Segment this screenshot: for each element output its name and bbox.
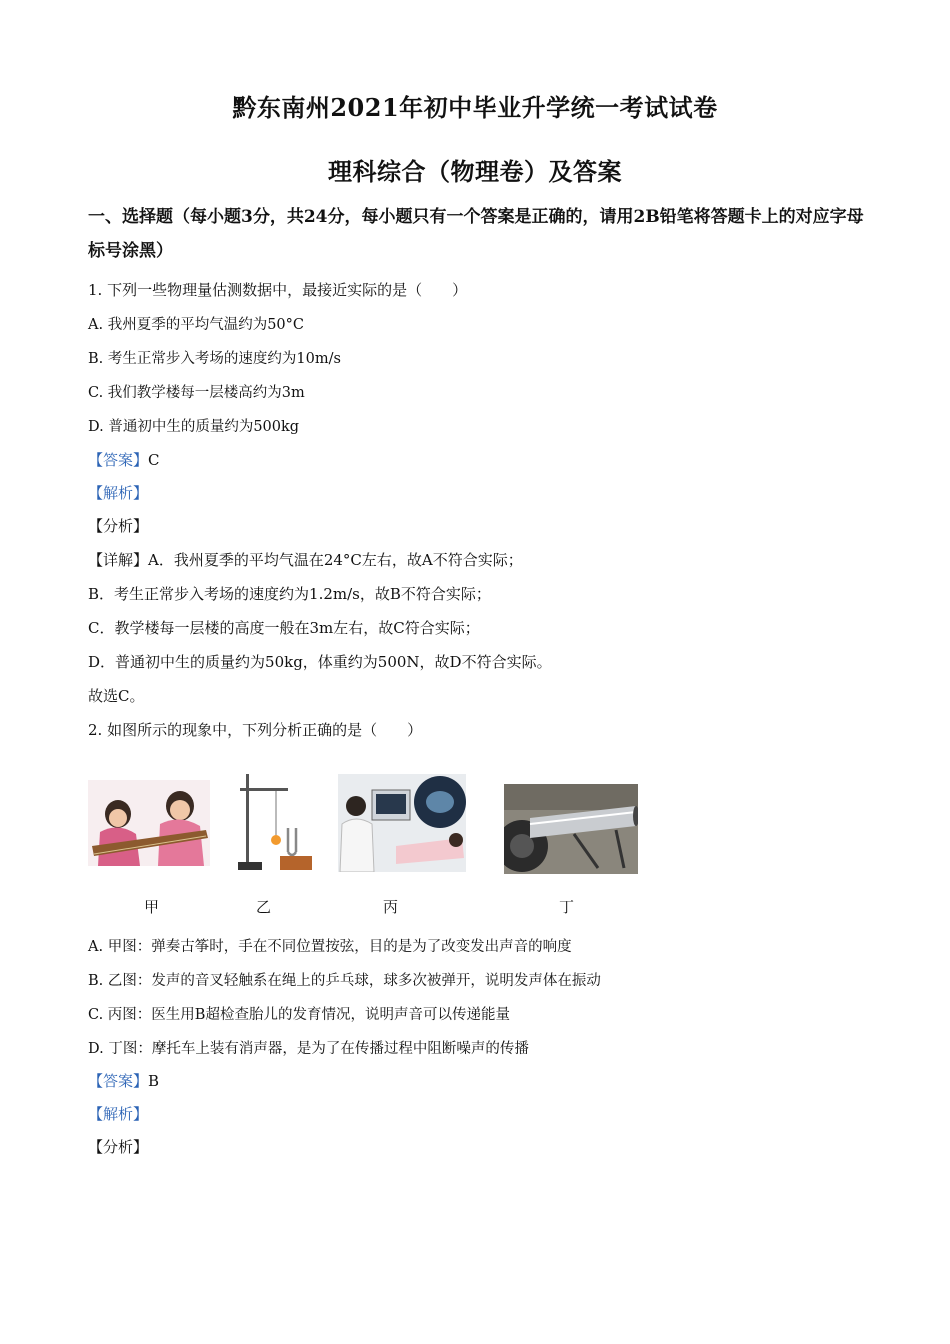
q2-option-b: B. 乙图：发声的音叉轻触系在绳上的乒乓球，球多次被弹开，说明发声体在振动: [88, 973, 601, 989]
q2-answer: [88, 1070, 159, 1091]
q1-detail-a: [88, 549, 523, 570]
q1-answer: [88, 449, 160, 470]
muffler-figure: [504, 784, 638, 874]
exam-title: 黔东南州2021年初中毕业升学统一考试试卷: [232, 93, 718, 122]
q1-jiexi-tag: 【解析】: [88, 484, 149, 502]
answer-tag: 【答案】: [88, 451, 149, 469]
q1-option-d: D. 普通初中生的质量约为500kg: [88, 419, 300, 435]
exam-subtitle: 理科综合（物理卷）及答案: [328, 157, 622, 186]
ultrasound-figure: [338, 774, 466, 872]
answer-tag: 【答案】: [88, 1072, 149, 1090]
q2-caption-ding: 丁: [559, 898, 575, 916]
q2-option-d: D. 丁图：摩托车上装有消声器，是为了在传播过程中阻断噪声的传播: [88, 1041, 529, 1057]
guzheng-figure: [88, 780, 210, 866]
q2-option-a: A. 甲图：弹奏古筝时，手在不同位置按弦，目的是为了改变发出声音的响度: [88, 939, 572, 955]
detail-text: A．我州夏季的平均气温在24°C左右，故A不符合实际；: [148, 551, 523, 569]
detail-tag: 【详解】: [88, 551, 149, 569]
q1-option-c: C. 我们教学楼每一层楼高约为3m: [88, 385, 305, 401]
q2-option-c: C. 丙图：医生用B超检查胎儿的发育情况，说明声音可以传递能量: [88, 1007, 510, 1023]
q1-stem: 1. 下列一些物理量估测数据中，最接近实际的是（ ）: [88, 281, 468, 299]
tuning-fork-figure: [236, 772, 316, 874]
q1-fenxi-tag: 【分析】: [88, 517, 149, 535]
q1-option-b: B. 考生正常步入考场的速度约为10m/s: [88, 351, 341, 367]
q2-caption-yi: 乙: [256, 898, 272, 916]
q2-caption-jia: 甲: [144, 898, 160, 916]
q2-stem: 2. 如图所示的现象中，下列分析正确的是（ ）: [88, 721, 423, 739]
answer-value: C: [148, 451, 160, 469]
q2-figure-row: [0, 772, 950, 922]
q1-detail-d: D．普通初中生的质量约为50kg，体重约为500N，故D不符合实际。: [88, 653, 552, 671]
q1-conclusion: 故选C。: [88, 687, 145, 705]
q1-detail-b: B．考生正常步入考场的速度约为1.2m/s，故B不符合实际；: [88, 585, 491, 603]
q2-jiexi-tag: 【解析】: [88, 1105, 149, 1123]
section-heading: 一、选择题（每小题3分，共24分，每小题只有一个答案是正确的，请用2B铅笔将答题卡上的对应字母标号涂黑）: [88, 207, 864, 261]
q1-option-a: A. 我州夏季的平均气温约为50°C: [88, 317, 304, 333]
answer-value: B: [148, 1072, 160, 1090]
q2-fenxi-tag: 【分析】: [88, 1138, 149, 1156]
q1-detail-c: C．教学楼每一层楼的高度一般在3m左右，故C符合实际；: [88, 619, 480, 637]
q2-caption-bing: 丙: [383, 898, 399, 916]
